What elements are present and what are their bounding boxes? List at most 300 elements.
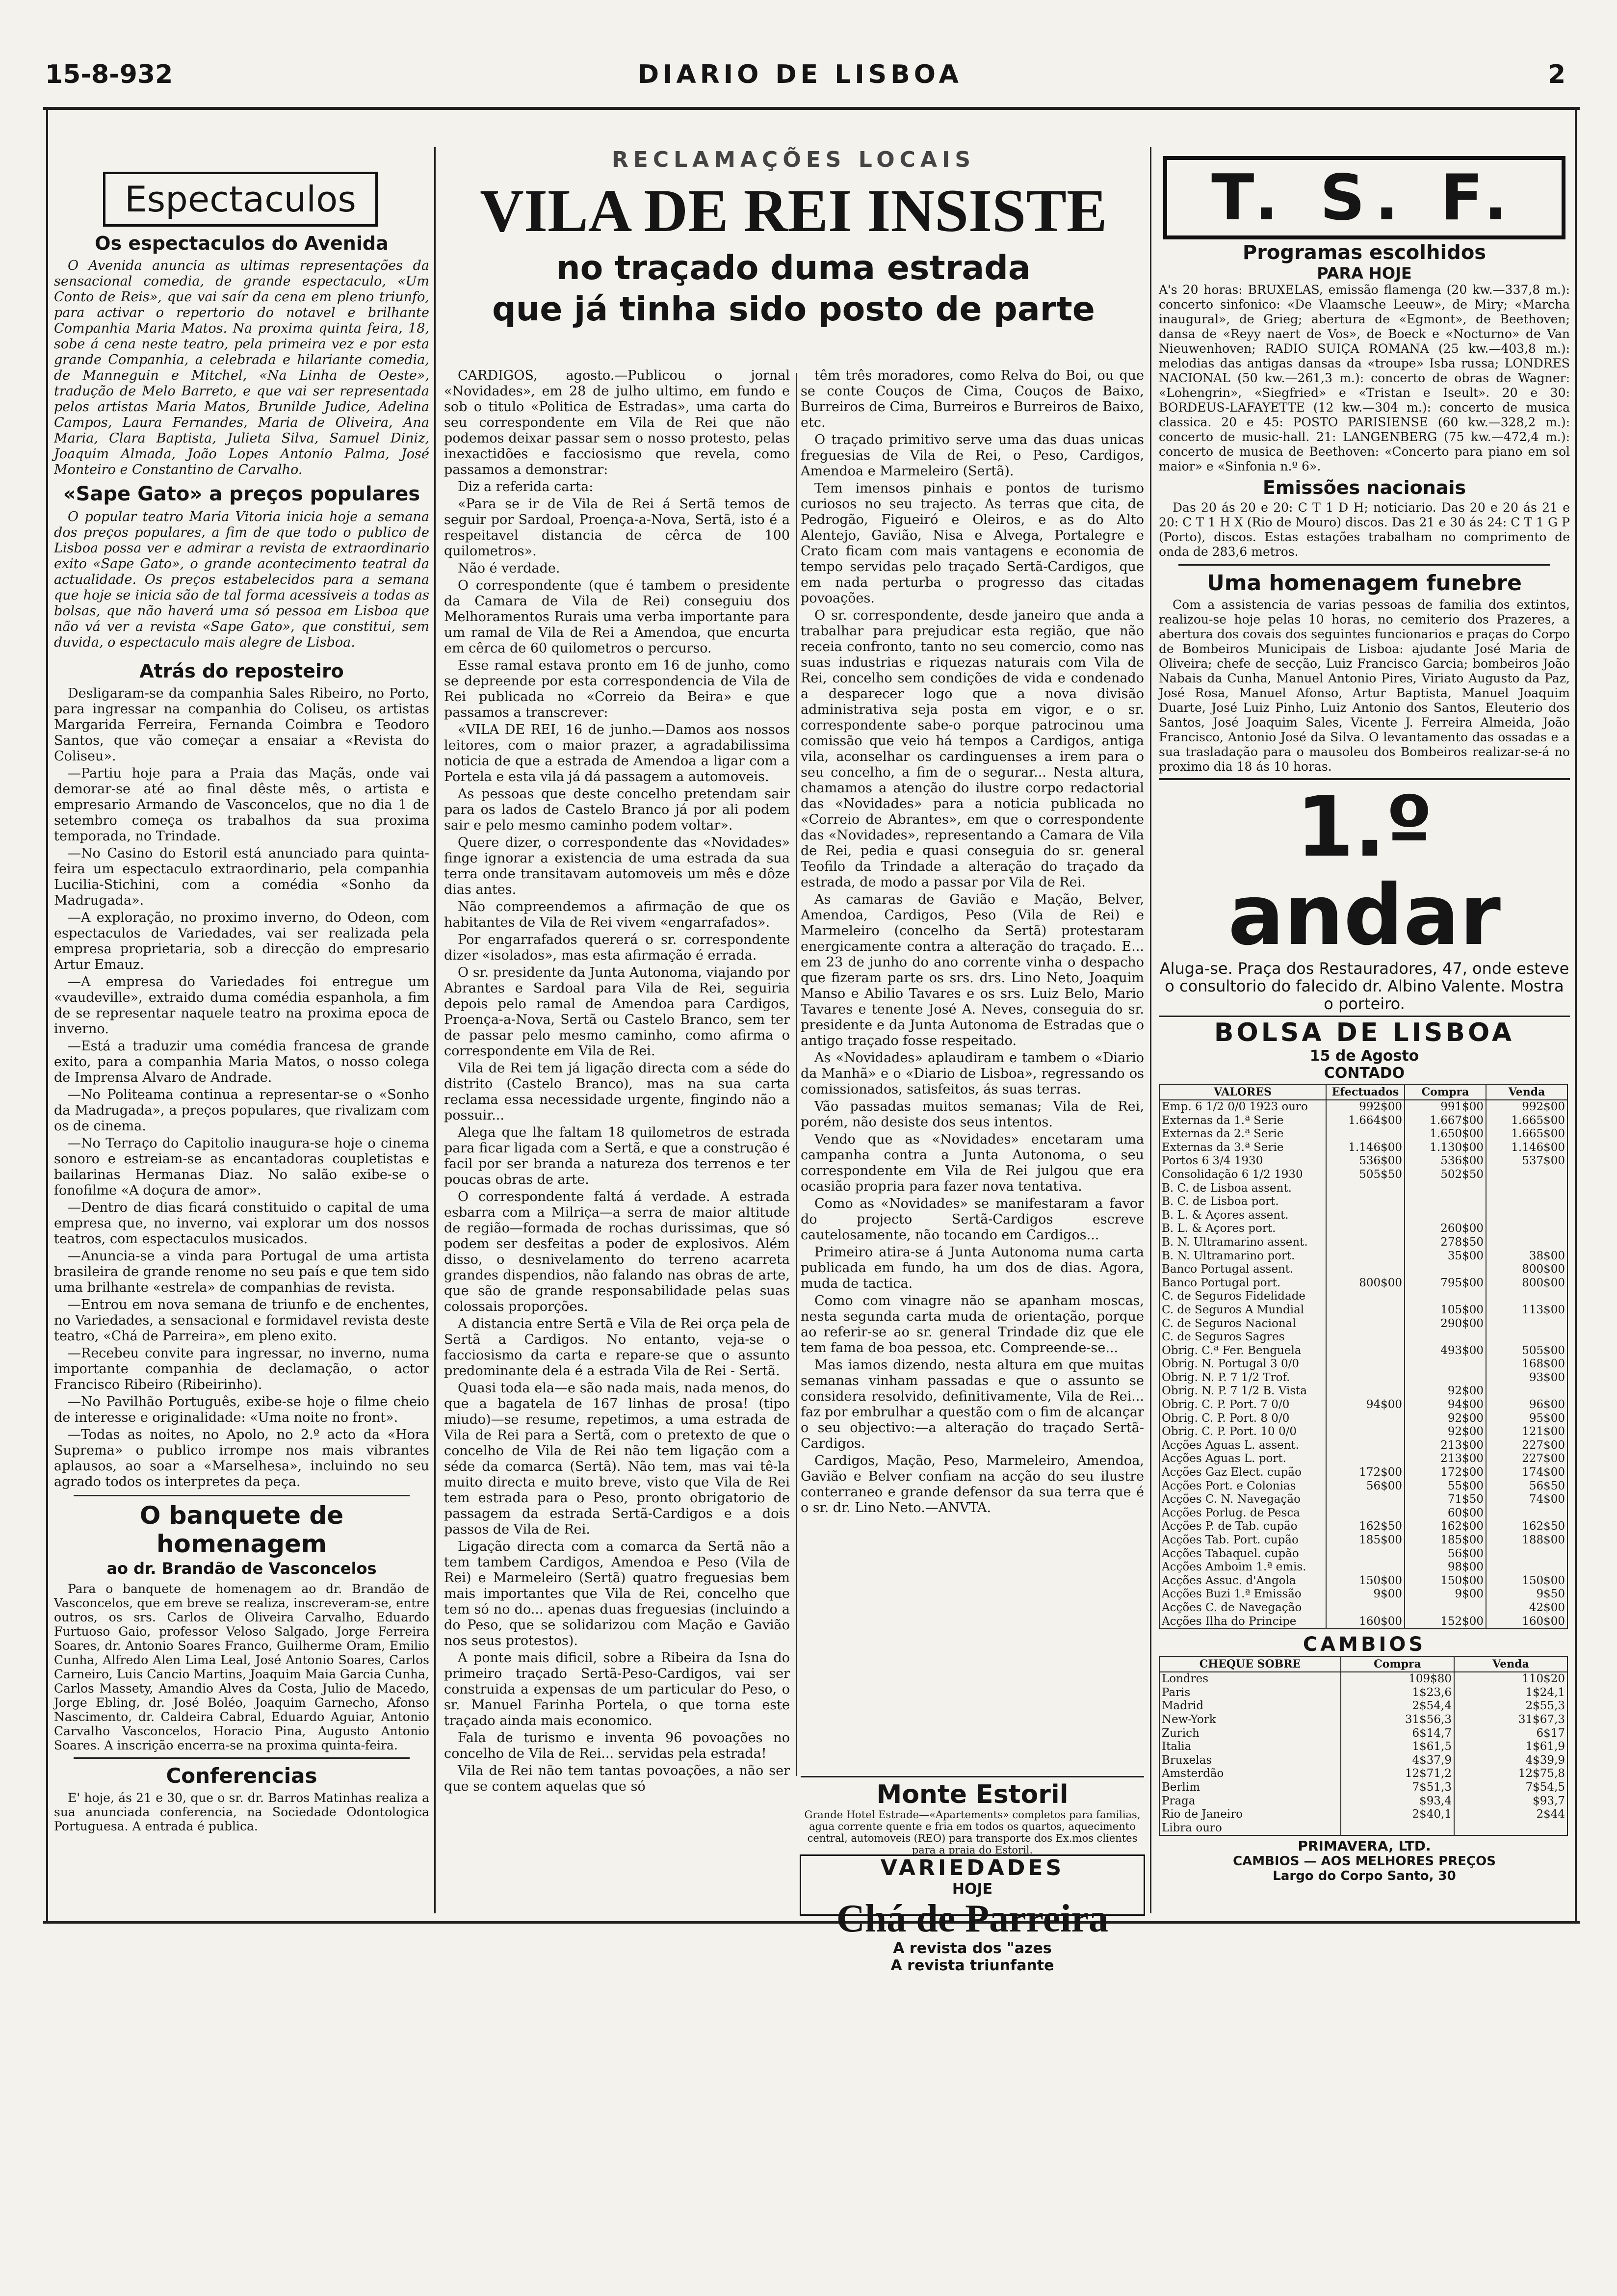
bolsa-cell: 150$00 (1326, 1574, 1405, 1588)
sape-body: O popular teatro Maria Vitoria inicia hoje a semana dos preços populares, a fim de que todo o publico de Lisboa possa ver e admirar a revista de extraordinario exito «Sape Gato», o grande acontecimento teatral da actualidade. Os preços estabelecidos para a semana que hoje se inicia são de tal forma acessiveis a todas as bolsas, que não haverá uma só pessoa em Lisboa que não vá ver a revista «Sape Gato», que constitui, sem duvida, o espectaculo mais alegre de Lisboa. (54, 509, 429, 650)
cambios-row (1159, 1727, 1567, 1741)
article-para: «Para se ir de Vila de Rei á Sertã temos de seguir por Sardoal, Proença-a-Nova, Sertã, isto é a respeitavel distancia de cêrca de 100 quilometros». (444, 496, 790, 559)
bolsa-cell: 991$00 (1405, 1100, 1486, 1114)
cambios-cell: Rio de Janeiro (1162, 1808, 1243, 1821)
article-para: Por engarrafados quererá o sr. correspondente dizer «isolados», mas esta afirmação é errada. (444, 932, 790, 963)
bolsa-cell: 536$00 (1326, 1154, 1405, 1168)
cambios-row (1159, 1767, 1567, 1781)
bolsa-row (1159, 1195, 1567, 1209)
bolsa-cell: C. de Seguros Sagres (1162, 1331, 1285, 1344)
cambios-cell: 4$37,9 (1341, 1754, 1454, 1768)
bolsa-cell: Acções Assuc. d'Angola (1162, 1574, 1296, 1587)
bolsa-date: 15 de Agosto (1309, 1047, 1419, 1065)
bolsa-header-cell: VALORES (1159, 1084, 1326, 1100)
bolsa-cell (1486, 1507, 1567, 1520)
cambios-cell: Amsterdão (1162, 1767, 1224, 1780)
bolsa-cell (1486, 1317, 1567, 1331)
cambios-cell: $93,4 (1341, 1795, 1454, 1808)
variedades-title: VARIEDADES (880, 1855, 1065, 1880)
monte-estoril-body: Grande Hotel Estrade—«Apartements» completos para familias, agua corrente quente e fria em todos os quartos, aquecimento central, automoveis (REO) para transporte dos Ex.mos clientes para a praia do Estoril. (804, 1809, 1141, 1856)
subheadline-1: no traçado duma estrada (556, 249, 1031, 287)
bolsa-row (1159, 1534, 1567, 1547)
cambios-row (1159, 1672, 1567, 1686)
cambios-row (1159, 1795, 1567, 1808)
article-para: Como as «Novidades» se manifestaram a favor do projecto Sertã-Cardigos escreve cautelosamente, não tocando em Cardigos... (801, 1196, 1144, 1243)
cambios-footer-3: Largo do Corpo Santo, 30 (1273, 1869, 1456, 1884)
bolsa-header-cell: Efectuados (1326, 1084, 1405, 1100)
bolsa-cell (1326, 1425, 1405, 1439)
reposteiro-para: —Todas as noites, no Apolo, no 2.º acto da «Hora Suprema» o publico irrompe nos mais vibrantes aplausos, ao soar a «Marselhesa», incluindo no seu agrado todos os interpretes da peça. (54, 1427, 429, 1489)
cambios-cell: 2$54,4 (1341, 1699, 1454, 1713)
cambios-table (1159, 1656, 1568, 1836)
article-para: Esse ramal estava pronto em 16 de junho, como se depreende por esta correspondencia de Vila de Rei publicada no «Correio da Beira» e que passamos a transcrever: (444, 658, 790, 720)
andar-text: Aluga-se. Praça dos Restauradores, 47, onde esteve o consultorio do falecido dr. Albino Valente. Mostra o porteiro. (1159, 959, 1569, 1013)
bolsa-cell: 9$50 (1486, 1588, 1567, 1601)
article-para: Quasi toda ela—e são nada mais, nada menos, do que a bagatela de 167 linhas de prosa! (tipo miudo)—se resume, repetimos, a uma estrada de Vila de Rei para a Sertã, com o pretexto de que o concelho de Vila de Rei não tem ligação com a séde da comarca (Sertã). Não tem, mas vai tê-la muito directa e muito breve, visto que Vila de Rei tem estrada para o Peso, pronto obrigatorio de passagem da estrada Sertã-Cardigos e a dois passos de Vila de Rei. (444, 1381, 790, 1537)
cambios-cell: Italia (1162, 1740, 1192, 1753)
cambios-cell: $93,7 (1454, 1795, 1567, 1808)
reposteiro-para: —Dentro de dias ficará constituido o capital de uma empresa que, no inverno, vai explorar um dos nossos teatros, com espectaculos musicados. (54, 1200, 429, 1247)
monte-estoril-ad (801, 1776, 1144, 1854)
article-para: Vila de Rei não tem tantas povoações, a não ser que se contem aquelas que só (444, 1763, 790, 1794)
bolsa-cell: 92$00 (1405, 1412, 1486, 1426)
article-para: O correspondente (que é tambem o presidente da Camara de Vila de Rei) conseguiu dos Melhoramentos Rurais uma verba importante para um ramal de Vila de Rei a Amendoa, que encurta em cêrca de 60 quilometros o percurso. (444, 578, 790, 656)
bolsa-cell: 185$00 (1405, 1534, 1486, 1547)
bolsa-cell: 94$00 (1405, 1398, 1486, 1412)
bolsa-cell: 42$00 (1486, 1601, 1567, 1615)
conferencias-heading: Conferencias (166, 1764, 317, 1788)
bolsa-cell: 162$50 (1486, 1520, 1567, 1534)
variedades-show: Chá de Parreira (836, 1897, 1108, 1940)
bolsa-cell: 150$00 (1486, 1574, 1567, 1588)
bolsa-cell (1326, 1452, 1405, 1466)
tsf-box (1163, 156, 1565, 239)
article-para: A ponte mais dificil, sobre a Ribeira da Isna do primeiro traçado Sertã-Peso-Cardigos, vai ser construida a expensas de um particular do Peso, o sr. Manuel Farinha Portela, o que torna este traçado ainda mais economico. (444, 1650, 790, 1728)
bolsa-row (1159, 1425, 1567, 1439)
bolsa-cell: 227$00 (1486, 1452, 1567, 1466)
bolsa-cell: 96$00 (1486, 1398, 1567, 1412)
article-para: Não é verdade. (458, 561, 560, 576)
bolsa-cell: Externas da 3.ª Serie (1162, 1141, 1284, 1154)
cambios-cell: 110$20 (1454, 1672, 1567, 1686)
bolsa-cell: 493$00 (1405, 1344, 1486, 1358)
article-para: As pessoas que deste concelho pretendam sair para os lados de Castelo Branco já por ali podem sair e pelo mesmo caminho podem voltar». (444, 786, 790, 833)
bolsa-title: BOLSA DE LISBOA (1159, 1016, 1570, 1047)
article-para: Diz a referida carta: (458, 479, 594, 495)
bolsa-cell (1405, 1357, 1486, 1371)
bolsa-cell: 121$00 (1486, 1425, 1567, 1439)
reposteiro-para: —A exploração, no proximo inverno, do Odeon, com espectaculos de Variedades, vai ser realizada pela empresa proprietaria, sob a direcção do empresario Artur Emauz. (54, 910, 429, 972)
bolsa-cell: Acções Gaz Elect. cupão (1162, 1466, 1302, 1479)
bolsa-cell: 185$00 (1326, 1534, 1405, 1547)
bolsa-row (1159, 1507, 1567, 1520)
bolsa-cell: 505$50 (1326, 1168, 1405, 1182)
section-kicker: RECLAMAÇÕES LOCAIS (611, 147, 976, 172)
cambios-cell (1454, 1822, 1567, 1836)
bolsa-cell (1486, 1547, 1567, 1561)
tsf-para-hoje: PARA HOJE (1317, 264, 1412, 283)
bolsa-row (1159, 1384, 1567, 1398)
bolsa-cell: 105$00 (1405, 1304, 1486, 1317)
bolsa-cell: 92$00 (1405, 1425, 1486, 1439)
bolsa-cell: 278$50 (1405, 1236, 1486, 1250)
bolsa-cell: Obrig. C. P. Port. 7 0/0 (1162, 1398, 1290, 1411)
bolsa-cell: 800$00 (1486, 1263, 1567, 1277)
bolsa-contado: CONTADO (1324, 1065, 1405, 1082)
bolsa-cell (1326, 1209, 1405, 1223)
bolsa-cell (1486, 1195, 1567, 1209)
variedades-hoje: HOJE (952, 1880, 993, 1898)
cambios-cell: 2$40,1 (1341, 1808, 1454, 1822)
separator (74, 1495, 410, 1496)
bolsa-cell (1405, 1290, 1486, 1304)
cambios-cell: New-York (1162, 1713, 1216, 1726)
variedades-ad (800, 1854, 1145, 1974)
bolsa-row (1159, 1182, 1567, 1196)
banquete-subheading: ao dr. Brandão de Vasconcelos (106, 1559, 377, 1578)
bolsa-cell (1486, 1384, 1567, 1398)
bolsa-row (1159, 1100, 1567, 1114)
reposteiro-para: —Anuncia-se a vinda para Portugal de uma artista brasileira de grande renome no seu país e que tem sido uma brilhante «estrela» de companhias de revista. (54, 1249, 429, 1295)
cambios-cell: Bruxelas (1162, 1753, 1212, 1767)
bolsa-cell: 56$00 (1326, 1480, 1405, 1493)
cambios-row (1159, 1686, 1567, 1700)
bolsa-cell: 98$00 (1405, 1561, 1486, 1574)
cambios-cell: 2$55,3 (1454, 1699, 1567, 1713)
article-para: têm três moradores, como Relva do Boi, ou que se conte Couços de Cima, Couços de Baixo, Burreiros de Cima, Burreiros e Burreiros de Baixo, etc. (801, 368, 1144, 430)
bolsa-row (1159, 1452, 1567, 1466)
bolsa-cell: Obrig. C. P. Port. 8 0/0 (1162, 1411, 1290, 1425)
bolsa-row (1159, 1412, 1567, 1426)
article-para: Alega que lhe faltam 18 quilometros de estrada para ficar ligada com a Sertã, e que a construção é facil por ser branda a natureza dos terrenos e ter poucas obras de arte. (444, 1125, 790, 1187)
cambios-cell: 1$61,9 (1454, 1740, 1567, 1754)
bolsa-cell (1486, 1209, 1567, 1223)
article-para: Fala de turismo e inventa 96 povoações no concelho de Vila de Rei... servidas pela estrada! (444, 1730, 790, 1761)
bolsa-cell: Acções Port. e Colonias (1162, 1479, 1296, 1492)
bolsa-cell: 56$00 (1405, 1547, 1486, 1561)
article-para: Primeiro atira-se á Junta Autonoma numa carta publicada em fundo, ha um dos de dias. Agora, muda de tactica. (801, 1245, 1144, 1291)
bolsa-cell: Portos 6 3/4 1930 (1162, 1154, 1263, 1168)
bolsa-row (1159, 1398, 1567, 1412)
article-para: O sr. presidente da Junta Autonoma, viajando por Abrantes e Sardoal para Vila de Rei, seguiria depois pelo ramal de Amendoa para Cardigos, Proença-a-Nova, Sertã ou Castelo Branco, sem ter de passar pelo mesmo caminho, como afirma o correspondente em Vila de Rei. (444, 965, 790, 1059)
article-para: Não compreendemos a afirmação de que os habitantes de Vila de Rei vivem «engarrafados». (444, 899, 790, 930)
bolsa-cell: 188$00 (1486, 1534, 1567, 1547)
cambios-footer-1: PRIMAVERA, LTD. (1298, 1838, 1431, 1854)
banquete-body: Para o banquete de homenagem ao dr. Brandão de Vasconcelos, que em breve se realiza, inscreveram-se, entre outros, os srs. Carlos de Oliveira Carvalho, Eduardo Furtuoso Gaio, professor Veloso Salgado, Jorge Ferreira Soares, dr. Antonio Soares Franco, Guilherme Oram, Emilio Cunha, Alfredo Alen Lima Leal, José Antonio Soares, Carlos Carneiro, Luis Cancio Martins, Joaquim Maia Garcia Cunha, Carlos Massety, Amandio Alves da Costa, Julio de Macedo, Jorge Ebling, dr. José Boléo, Joaquim Garnecho, Afonso Nascimento, dr. Caldeira Cabral, Eduardo Aguiar, Antonio Carvalho Vasconcelos, Horacio Pina, Augusto Antonio Soares. A inscrição encerra-se na proxima quinta-feira. (54, 1582, 429, 1752)
banquete-heading: O banquete de homenagem (139, 1501, 344, 1558)
conferencias-body: E' hoje, ás 21 e 30, que o sr. dr. Barros Matinhas realiza a sua anunciada conferencia, na Sociedade Odontologica Portuguesa. A entrada é publica. (54, 1791, 429, 1833)
cambios-header-cell: Venda (1454, 1656, 1567, 1672)
bolsa-row (1159, 1236, 1567, 1250)
bolsa-row (1159, 1601, 1567, 1615)
homenagem-body: Com a assistencia de varias pessoas de familia dos extintos, realizou-se hoje pelas 10 horas, no cemiterio dos Prazeres, a abertura dos covais dos seguintes funcionarios e praças do Corpo de Bombeiros Municipais de Lisboa: ajudante José Maria de Oliveira; chefe de secção, Luiz Francisco Garcia; bombeiros João Nabais da Cunha, Manuel Antonio Pires, Viriato Augusto da Paz, José Rosa, Manuel Afonso, Artur Baptista, Manuel Joaquim Duarte, José Luiz Pinho, Luiz Antonio dos Santos, Eleuterio dos Santos, José Joaquim Sales, Vicente J. Ferreira Almeida, João Francisco, Antonio José da Silva. O levantamento das ossadas e a sua trasladação para o mausoleu dos Bombeiros realizar-se-á no proximo dia 18 ás 10 horas. (1159, 598, 1570, 774)
cambios-row (1159, 1699, 1567, 1713)
bolsa-cell: 172$00 (1405, 1466, 1486, 1480)
bolsa-cell: 1.146$00 (1486, 1141, 1567, 1155)
bolsa-cell (1405, 1182, 1486, 1196)
bolsa-row (1159, 1168, 1567, 1182)
bolsa-cell: 113$00 (1486, 1304, 1567, 1317)
article-para: As «Novidades» aplaudiram e tambem o «Diario da Manhã» e o «Diario de Lisboa», regressando os comissionados, satisfeitos, ás suas terras. (801, 1050, 1144, 1097)
bolsa-cell: 95$00 (1486, 1412, 1567, 1426)
bolsa-cell: 92$00 (1405, 1384, 1486, 1398)
bolsa-cell: 1.664$00 (1326, 1114, 1405, 1128)
bolsa-row (1159, 1250, 1567, 1263)
cambios-cell: Praga (1162, 1794, 1196, 1807)
bolsa-cell: 94$00 (1326, 1398, 1405, 1412)
bolsa-cell: 502$50 (1405, 1168, 1486, 1182)
cambios-cell: 7$51,3 (1341, 1781, 1454, 1795)
variedades-line2: A revista triunfante (890, 1957, 1054, 1974)
avenida-heading: Os espectaculos do Avenida (95, 233, 389, 254)
bolsa-cell: C. de Seguros Fidelidade (1162, 1290, 1306, 1303)
homenagem-heading: Uma homenagem funebre (1206, 571, 1522, 596)
cambios-row (1159, 1713, 1567, 1727)
cambios-row (1159, 1754, 1567, 1768)
reposteiro-para: —Partiu hoje para a Praia das Maçãs, onde vai demorar-se até ao final dêste mês, o artista e empresario Armando de Vasconcelos, que no dia 1 de setembro começa os trabalhos da sua proxima temporada, no Trindade. (54, 766, 429, 844)
cambios-cell: Londres (1162, 1672, 1209, 1686)
bolsa-row (1159, 1588, 1567, 1601)
bolsa-cell (1405, 1601, 1486, 1615)
emissoes-body: Das 20 ás 20 e 20: C T 1 D H; noticiario. Das 20 e 20 ás 21 e 20: C T 1 H X (Rio de Mouro) discos. Das 21 e 30 ás 24: C T 1 G P (Porto), discos. Estas estações trabalham no comprimento de onda de 283,6 metros. (1159, 500, 1570, 559)
article-para: O traçado primitivo serve uma das duas unicas freguesias de Vila de Rei, o Peso, Cardigos, Amendoa e Marmeleiro (Sertã). (801, 432, 1144, 479)
bolsa-cell: 162$50 (1326, 1520, 1405, 1534)
bolsa-cell: 1.650$00 (1405, 1127, 1486, 1141)
article-column-b (801, 368, 1144, 1771)
reposteiro-para: —No Politeama continua a representar-se o «Sonho da Madrugada», a preços populares, que rivalizam com os de cinema. (54, 1087, 429, 1134)
bolsa-cell: 71$50 (1405, 1493, 1486, 1507)
bolsa-cell (1326, 1317, 1405, 1331)
reposteiro-heading: Atrás do reposteiro (139, 660, 344, 682)
bolsa-cell: 290$00 (1405, 1317, 1486, 1331)
cambios-cell: 6$17 (1454, 1727, 1567, 1741)
separator (1178, 564, 1550, 566)
bolsa-cell (1326, 1439, 1405, 1453)
bolsa-cell: B. L. & Açores assent. (1162, 1208, 1289, 1222)
bolsa-row (1159, 1439, 1567, 1453)
espectaculos-box (103, 172, 378, 227)
bolsa-cell (1326, 1601, 1405, 1615)
bolsa-cell (1405, 1371, 1486, 1385)
bolsa-cell: 213$00 (1405, 1439, 1486, 1453)
bolsa-cell (1405, 1195, 1486, 1209)
bolsa-cell: Acções Tabaquel. cupão (1162, 1547, 1299, 1560)
cambios-cell: 109$80 (1341, 1672, 1454, 1686)
article-para: Cardigos, Mação, Peso, Marmeleiro, Amendoa, Gavião e Belver confiam na acção do seu ilustre conterraneo e grande defensor da sua terra que é o sr. dr. Lino Neto.—ANVTA. (801, 1453, 1144, 1515)
cambios-header-cell: CHEQUE SOBRE (1159, 1656, 1341, 1672)
bolsa-cell: Acções Aguas L. assent. (1162, 1438, 1300, 1452)
bolsa-cell (1405, 1209, 1486, 1223)
reposteiro-para: —A empresa do Variedades foi entregue um «vaudeville», extraido duma comédia espanhola, a fim de se representar naquele teatro na proxima epoca de inverno. (54, 974, 429, 1037)
bolsa-cell: Acções Aguas L. port. (1162, 1452, 1286, 1465)
bolsa-cell: 1.665$00 (1486, 1127, 1567, 1141)
cambios-cell: Berlim (1162, 1780, 1200, 1794)
cambios-row (1159, 1808, 1567, 1822)
espectaculos-title: Espectaculos (125, 179, 356, 220)
bolsa-row (1159, 1466, 1567, 1480)
bolsa-cell (1326, 1263, 1405, 1277)
cambios-cell: 1$61,5 (1341, 1740, 1454, 1754)
header-date: 15-8-932 (45, 60, 173, 89)
bolsa-row (1159, 1209, 1567, 1223)
bolsa-row (1159, 1127, 1567, 1141)
cambios-row (1159, 1781, 1567, 1795)
bolsa-cell: 9$00 (1326, 1588, 1405, 1601)
right-border (1575, 107, 1577, 1922)
cambios-cell: Paris (1162, 1686, 1191, 1699)
bolsa-cell (1326, 1384, 1405, 1398)
bolsa-cell (1326, 1547, 1405, 1561)
bolsa-cell (1486, 1561, 1567, 1574)
cambios-header-cell: Compra (1341, 1656, 1454, 1672)
cambios-cell: 4$39,9 (1454, 1754, 1567, 1768)
bolsa-cell (1486, 1168, 1567, 1182)
bolsa-row (1159, 1547, 1567, 1561)
bolsa-cell: 168$00 (1486, 1357, 1567, 1371)
bolsa-cell: 260$00 (1405, 1222, 1486, 1236)
cambios-cell: 31$56,3 (1341, 1713, 1454, 1727)
top-rule (43, 107, 1580, 110)
bolsa-row (1159, 1480, 1567, 1493)
bolsa-cell (1486, 1182, 1567, 1196)
divider-2 (796, 373, 797, 1776)
article-para: O correspondente faltá á verdade. A estrada esbarra com a Milriça—a serra de maior altitude de região—formada de rochas durissimas, que só podem ser desfeitas a poder de explosivos. Além disso, o desnivelamento do terreno acarreta grandes dispendios, não falando nas obras de arte, que são de grande responsabilidade pelas suas colossais proporções. (444, 1189, 790, 1314)
article-para: Vendo que as «Novidades» encetaram uma campanha contra a Junta Autonoma, o seu correspondente em Vila de Rei julgou que era ocasião propria para fazer nova tentativa. (801, 1132, 1144, 1194)
article-column-a (444, 368, 790, 1916)
cambios-cell: Madrid (1162, 1699, 1204, 1713)
reposteiro-para: —No Terraço do Capitolio inaugura-se hoje o cinema sonoro e estreiam-se as encantadoras coupletistas e bailarinas Hermanas Diaz. No salão exibe-se o fonofilme «A doçura de amor». (54, 1136, 429, 1198)
bolsa-cell: Externas da 2.ª Serie (1162, 1127, 1284, 1141)
article-para: Tem imensos pinhais e pontos de turismo curiosos no seu trajecto. As terras que cita, de Pedrogão, Figueiró e Oleiros, e as do Alto Alentejo, Gavião, Nisa e Alvega, Portalegre e Crato ficam com mais vantagens e economia de tempo servidas pelo traçado Sertã-Cardigos, que em nada perturba o progresso das citadas povoações. (801, 481, 1144, 606)
avenida-body: O Avenida anuncia as ultimas representações da sensacional comedia, de grande espectaculo, «Um Conto de Reis», que vai saír da cena em pleno triunfo, para activar o repertorio do notavel e brilhante Companhia Maria Matos. Na proxima quinta feira, 18, sobe á cena neste teatro, pela primeira vez e por esta grande Companhia, a celebrada e hilariante comedia, de Manneguin e Mitchel, «Na Linha de Oeste», tradução de Melo Barreto, e que vai ser representada pelos artistas Maria Matos, Brunilde Judice, Adelina Campos, Laura Fernandes, Maria de Oliveira, Ana Maria, Clara Baptista, Julieta Silva, Samuel Diniz, Joaquim Almada, João Lopes Antonio Palma, José Monteiro e Constantino de Carvalho. (54, 258, 429, 477)
bolsa-cell: 227$00 (1486, 1439, 1567, 1453)
bolsa-cell: Obrig. N. P. 7 1/2 Trof. (1162, 1371, 1290, 1384)
bolsa-row (1159, 1277, 1567, 1290)
bolsa-row (1159, 1371, 1567, 1385)
subheadline-2: que já tinha sido posto de parte (492, 290, 1095, 329)
cambios-cell: 7$54,5 (1454, 1781, 1567, 1795)
bolsa-cell (1326, 1357, 1405, 1371)
masthead-title: DIARIO DE LISBOA (638, 60, 963, 89)
bolsa-cell: Emp. 6 1/2 0/0 1923 ouro (1162, 1100, 1308, 1113)
bolsa-cell: Externas da 1.ª Serie (1162, 1114, 1284, 1127)
bolsa-cell (1405, 1263, 1486, 1277)
bolsa-row (1159, 1331, 1567, 1344)
bolsa-cell (1486, 1331, 1567, 1344)
reposteiro-para: —Está a traduzir uma comédia francesa de grande exito, para a companhia Maria Matos, o nosso colega de Imprensa Alvaro de Andrade. (54, 1039, 429, 1085)
bolsa-row (1159, 1154, 1567, 1168)
bolsa-cell: B. L. & Açores port. (1162, 1222, 1276, 1235)
bolsa-row (1159, 1615, 1567, 1629)
bolsa-cell (1326, 1493, 1405, 1507)
bolsa-cell: B. C. de Lisboa assent. (1162, 1181, 1292, 1195)
cambios-cell: 31$67,3 (1454, 1713, 1567, 1727)
bolsa-cell (1486, 1236, 1567, 1250)
bolsa-cell (1326, 1561, 1405, 1574)
right-column (1159, 152, 1570, 1913)
bolsa-cell: 1.665$00 (1486, 1114, 1567, 1128)
tsf-subtitle: Programas escolhidos (1242, 241, 1487, 264)
bolsa-header-cell: Venda (1486, 1084, 1567, 1100)
article-para: As camaras de Gavião e Mação, Belver, Amendoa, Cardigos, Peso (Vila de Rei) e Marmeleiro (concelho da Sertã) protestaram energicamente contra a alteração do traçado. E... em 23 de junho do ano corrente vinha o despacho que fizeram parte os srs. drs. Lino Neto, Joaquim Manso e Abilio Tavares e os srs. Luiz Belo, Mario Tavares e tenente José A. Neves, conseguia do sr. presidente e da Junta Autonoma de Estradas que o antigo traçado fosse respeitado. (801, 892, 1144, 1048)
andar-big: 1.º andar (1228, 779, 1501, 964)
reposteiro-para: —Recebeu convite para ingressar, no inverno, numa importante companhia de declamação, o actor Francisco Ribeiro (Ribeirinho). (54, 1346, 429, 1392)
left-border (46, 107, 48, 1922)
bolsa-cell: C. de Seguros Nacional (1162, 1317, 1296, 1330)
cambios-title: CAMBIOS (1303, 1633, 1426, 1656)
bolsa-cell: Obrig. N. P. 7 1/2 B. Vista (1162, 1384, 1307, 1398)
bolsa-cell: Acções Buzi 1.ª Emissão (1162, 1588, 1302, 1601)
monte-estoril-title: Monte Estoril (876, 1780, 1069, 1809)
bolsa-cell (1326, 1250, 1405, 1263)
bolsa-cell: B. N. Ultramarino assent. (1162, 1235, 1308, 1249)
reposteiro-para: —No Casino do Estoril está anunciado para quinta-feira um espectaculo extraordinario, pela companhia Lucilia-Stichini, com a comédia «Sonho da Madrugada». (54, 846, 429, 908)
cambios-cell: 2$44 (1454, 1808, 1567, 1822)
bolsa-cell: C. de Seguros A Mundial (1162, 1303, 1304, 1316)
bolsa-cell: 536$00 (1405, 1154, 1486, 1168)
reposteiro-para: Desligaram-se da companhia Sales Ribeiro, no Porto, para ingressar na companhia do Coliseu, os artistas Margarida Ferreira, Fernanda Coimbra e Teodoro Santos, que vão começar a ensaiar a «Revista do Coliseu». (54, 686, 429, 764)
bolsa-cell: Consolidação 6 1/2 1930 (1162, 1168, 1303, 1181)
headline-block (442, 147, 1146, 330)
bolsa-cell (1326, 1236, 1405, 1250)
sape-heading: «Sape Gato» a preços populares (63, 483, 420, 505)
bolsa-cell: 152$00 (1405, 1615, 1486, 1629)
bolsa-cell: 160$00 (1486, 1615, 1567, 1629)
bolsa-cell: 1.130$00 (1405, 1141, 1486, 1155)
bolsa-cell: B. N. Ultramarino port. (1162, 1249, 1295, 1262)
cambios-cell: Zurich (1162, 1726, 1200, 1740)
bolsa-cell: 74$00 (1486, 1493, 1567, 1507)
bolsa-row (1159, 1317, 1567, 1331)
bolsa-row (1159, 1290, 1567, 1304)
bolsa-cell: 992$00 (1486, 1100, 1567, 1114)
article-para: Como com vinagre não se apanham moscas, nesta segunda carta muda de orientação, porque ao referir-se ao sr. general Trindade diz que ele tem fama de boa pessoa, etc. Compreende-se... (801, 1293, 1144, 1356)
variedades-line1: A revista dos "azes (893, 1940, 1052, 1957)
bolsa-row (1159, 1114, 1567, 1128)
bolsa-cell: B. C. de Lisboa port. (1162, 1195, 1279, 1208)
bolsa-cell: 1.146$00 (1326, 1141, 1405, 1155)
bolsa-cell: 537$00 (1486, 1154, 1567, 1168)
bolsa-cell: 56$50 (1486, 1480, 1567, 1493)
bolsa-cell: 800$00 (1486, 1277, 1567, 1290)
tsf-body: A's 20 horas: BRUXELAS, emissão flamenga (20 kw.—337,8 m.): concerto sinfonico: «De Vlaamsche Leeuw», de Miry; «Marcha inaugural», de Grieg; abertura de «Egmont», de Beethoven; dansa de «Reyy naert de Vos», de Boeck e «Nocturno» de Van Nieuwenhoven; RADIO SUIÇA ROMANA (25 kw.—403,8 m.): melodias das antigas dansas da «troupe» Isba russa; LONDRES NACIONAL (50 kw.—261,3 m.): concerto de obras de Wagner: «Lohengrin», «Siegfried» e «Tristan e Iseult». 20 e 30: BORDEUS-LAFAYETTE (12 kw.—304 m.): concerto de musica classica. 20 e 45: POSTO PARISIENSE (60 kw.—328,2 m.): concerto de music-hall. 21: LANGENBERG (75 kw.—472,4 m.): concerto de musica de Beethoven: «Concerto para piano em sol maior» e «Sinfonia n.º 6». (1159, 283, 1570, 473)
article-para: A distancia entre Sertã e Vila de Rei orça pela de Sertã a Cardigos. No entanto, veja-se o facciosismo da carta e repare-se que o assunto predominante dela é a estrada Vila de Rei - Sertã. (444, 1316, 790, 1379)
bolsa-cell: Acções C. N. Navegação (1162, 1493, 1301, 1506)
bolsa-cell: 992$00 (1326, 1100, 1405, 1114)
bolsa-cell: 38$00 (1486, 1250, 1567, 1263)
bolsa-cell: 1.667$00 (1405, 1114, 1486, 1128)
bolsa-cell (1326, 1127, 1405, 1141)
bolsa-row (1159, 1493, 1567, 1507)
cambios-cell: 12$71,2 (1341, 1767, 1454, 1781)
bolsa-cell: 795$00 (1405, 1277, 1486, 1290)
reposteiro-para: —Entrou em nova semana de triunfo e de enchentes, no Variedades, a sensacional e formidavel revista deste teatro, «Chá de Parreira», em pleno exito. (54, 1297, 429, 1344)
bolsa-cell: 174$00 (1486, 1466, 1567, 1480)
bolsa-row (1159, 1574, 1567, 1588)
bolsa-cell (1326, 1331, 1405, 1344)
bolsa-cell (1326, 1344, 1405, 1358)
bolsa-row (1159, 1141, 1567, 1155)
bolsa-cell (1326, 1195, 1405, 1209)
bolsa-cell (1486, 1222, 1567, 1236)
cambios-cell: 1$23,6 (1341, 1686, 1454, 1700)
bolsa-row (1159, 1263, 1567, 1277)
bolsa-cell (1326, 1412, 1405, 1426)
cambios-cell: 12$75,8 (1454, 1767, 1567, 1781)
bolsa-cell: 800$00 (1326, 1277, 1405, 1290)
cambios-row (1159, 1740, 1567, 1754)
bolsa-cell: 60$00 (1405, 1507, 1486, 1520)
